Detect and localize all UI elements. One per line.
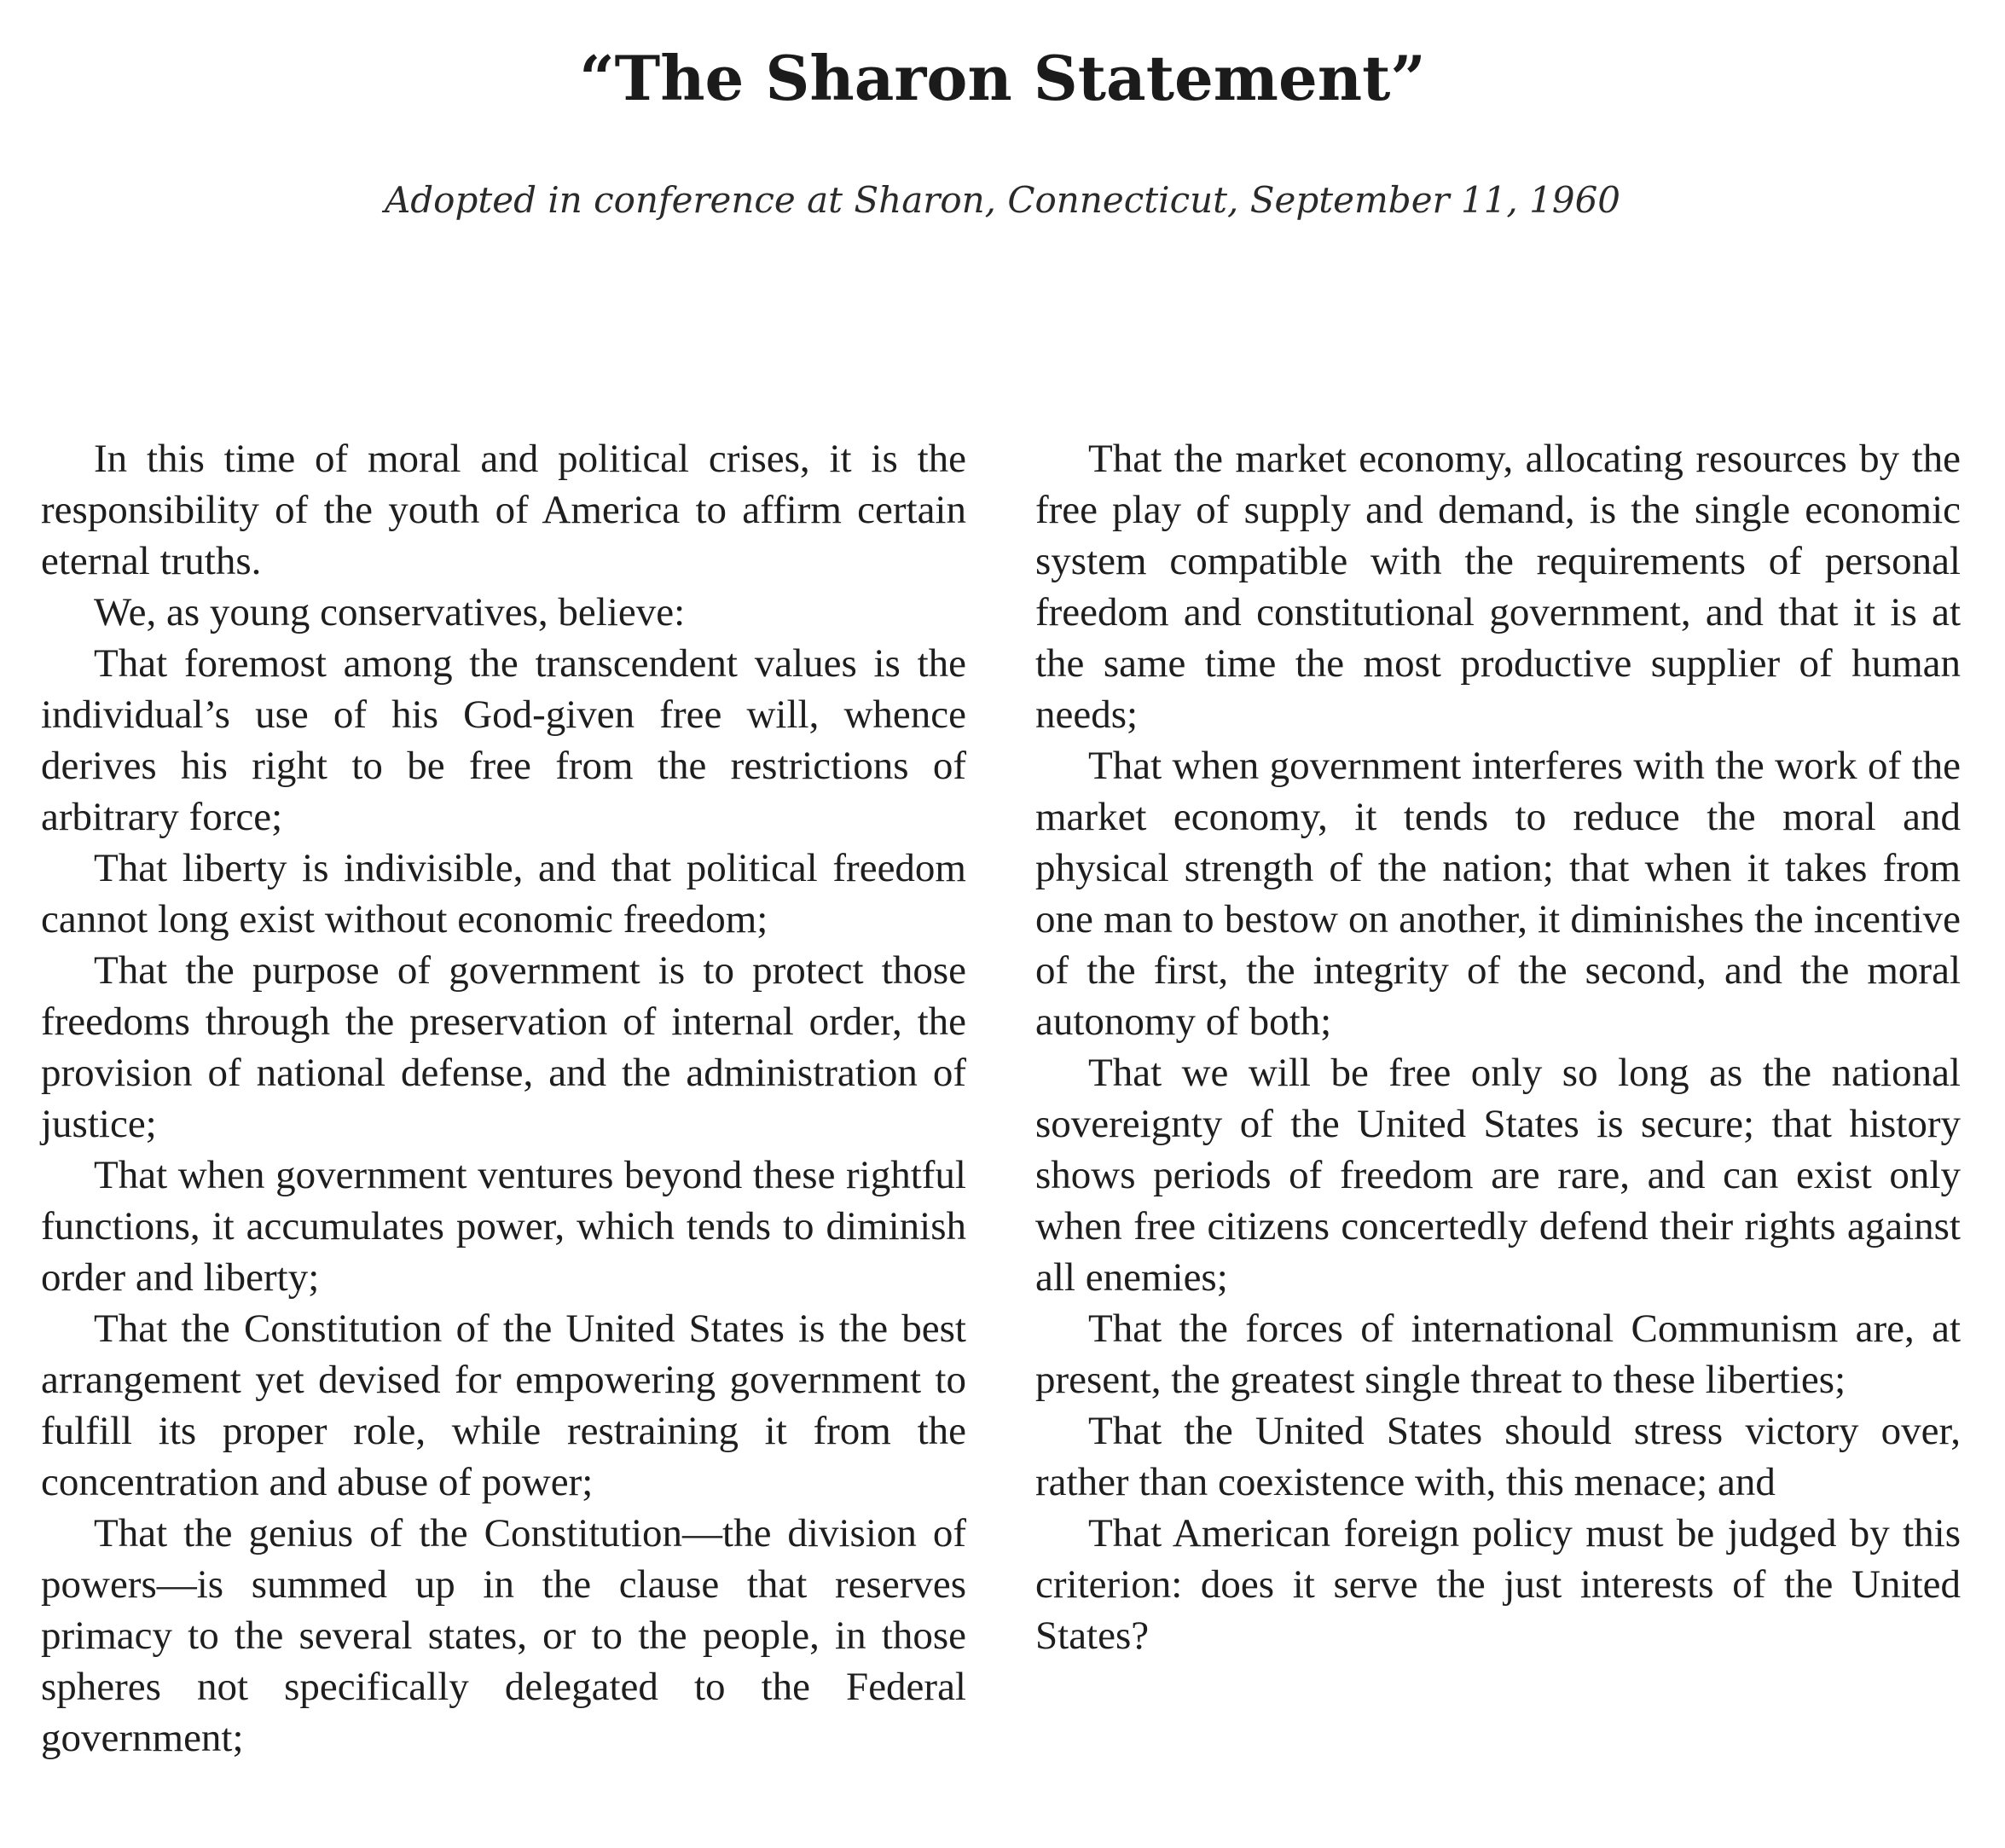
paragraph: That the forces of international Communism are, at present, the greatest single threat to these liberties;	[1035, 1306, 1961, 1402]
paragraph: That the market economy, allocating resources by the free play of supply and demand, is the single economic system compatible with the requirements of personal freedom and constitutional government, and that it is at the same time the most productive supplier of human needs;	[1035, 437, 1961, 737]
paragraph: We, as young conservatives, believe:	[94, 590, 686, 634]
paragraph: In this time of moral and political crises, it is the responsibility of the youth of America to affirm certain eternal truths.	[41, 437, 966, 583]
paragraph: That we will be free only so long as the national sovereignty of the United States is secure; that history shows periods of freedom are rare, and can exist only when free citizens concertedly defend their rights against all enemies;	[1035, 1051, 1961, 1300]
page-title: “The Sharon Statement”	[579, 42, 1426, 114]
paragraph: That the United States should stress victory over, rather than coexistence with, this menace; and	[1035, 1409, 1961, 1504]
paragraph: That the genius of the Constitution—the division of powers—is summed up in the clause that reserves primacy to the several states, or to the people, in those spheres not specifically delegated to the Federal government;	[41, 1511, 966, 1760]
paragraph: That when government interferes with the work of the market economy, it tends to reduce the moral and physical strength of the nation; that when it takes from one man to bestow on another, it diminishes the incentive of the first, the integrity of the second, and the moral autonomy of both;	[1035, 744, 1961, 1044]
paragraph: That the purpose of government is to protect those freedoms through the preservation of internal order, the provision of national defense, and the administration of justice;	[41, 948, 966, 1146]
paragraph: That liberty is indivisible, and that political freedom cannot long exist without economic freedom;	[41, 846, 966, 941]
left-column	[41, 433, 966, 1764]
paragraph: That foremost among the transcendent values is the individual’s use of his God-given free will, whence derives his right to be free from the restrictions of arbitrary force;	[41, 641, 966, 839]
page-subtitle: Adopted in conference at Sharon, Connecticut, September 11, 1960	[384, 179, 1621, 221]
right-column	[1035, 433, 1961, 1661]
paragraph: That American foreign policy must be judged by this criterion: does it serve the just interests of the United States?	[1035, 1511, 1961, 1658]
paragraph: That when government ventures beyond these rightful functions, it accumulates power, which tends to diminish order and liberty;	[41, 1153, 966, 1300]
paragraph: That the Constitution of the United States is the best arrangement yet devised for empowering government to fulfill its proper role, while restraining it from the concentration and abuse of power;	[41, 1306, 966, 1504]
